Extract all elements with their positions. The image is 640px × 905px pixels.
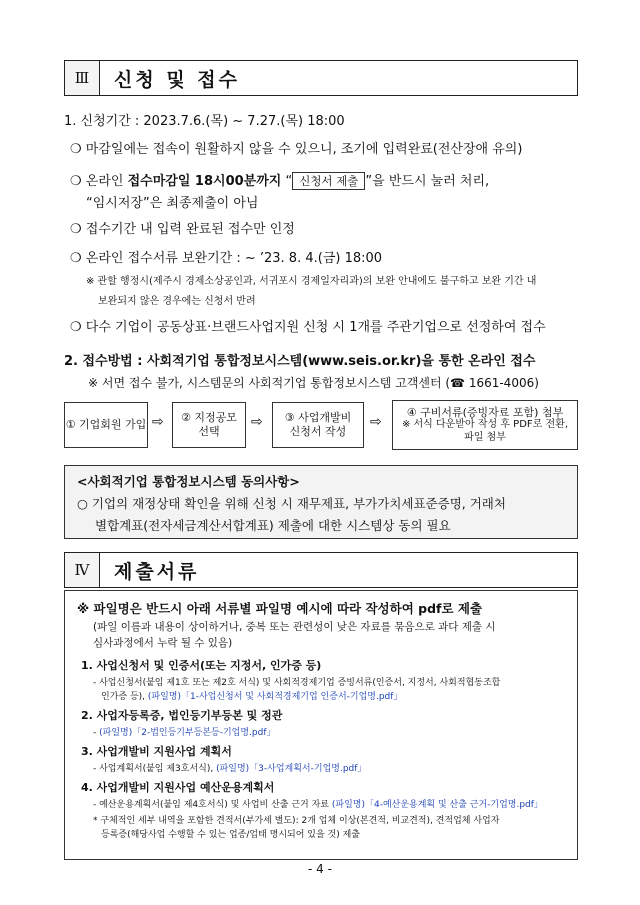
doc-item-4-title: 4. 사업개발비 지원사업 예산운용계획서 [81,781,275,794]
arrow-icon: ⇨ [370,414,382,430]
flow-step-1: ① 기업회원 가입 [64,402,148,448]
doc-item-4-desc: - 예산운용계획서(붙임 제4호서식) 및 사업비 산출 근거 자료 (파일명)「4-예산운용계획 및 산출 근거-기업명.pdf」 [93,800,543,810]
bullet-1: ❍ 마감일에는 접속이 원활하지 않을 수 있으니, 조기에 입력완료(전산장애 유의) [70,142,523,157]
section-number: Ⅲ [65,61,100,95]
filename-example: (파일명)「2-법인등기부등본등-기업명.pdf」 [99,728,276,738]
docs-intro-2: (파일 이름과 내용이 상이하거나, 중복 또는 관련성이 낮은 자료를 묶음으로 과다 제출 시 [93,621,496,633]
flow-step-4: ④ 구비서류(증빙자료 포함) 첨부 ※ 서식 다운받아 작성 후 PDF로 전환, 파일 첨부 [392,400,578,450]
note-line-1: ※ 관할 행정시(제주시 경제소상공인과, 서귀포시 경제일자리과)의 보완 안내에도 불구하고 보완 기간 내 [86,276,537,287]
documents-box [64,590,578,860]
doc-item-1-desc: - 사업신청서(붙임 제1호 또는 제2호 서식) 및 사회적경제기업 증빙서류(인증서, 지정서, 사회적협동조합 [93,678,501,688]
page-number: - 4 - [308,862,332,876]
doc-item-2-title: 2. 사업자등록증, 법인등기부등본 및 정관 [81,709,283,722]
doc-item-4-note-1: * 구체적인 세부 내역을 포함한 견적서(부가세 별도): 2개 업체 이상(본견적, 비교견적), 견적업체 사업자 [93,816,500,826]
bullet-2-line2: “임시저장”은 최종제출이 아님 [86,196,259,211]
filename-example: (파일명)「3-사업계획서-기업명.pdf」 [216,764,367,774]
doc-item-3-title: 3. 사업개발비 지원사업 계획서 [81,745,232,758]
consent-box [64,465,578,539]
flow-step-3: ③ 사업개발비 신청서 작성 [272,402,364,448]
application-period: 1. 신청기간 : 2023.7.6.(목) ~ 7.27.(목) 18:00 [64,114,345,129]
docs-intro-1: ※ 파일명은 반드시 아래 서류별 파일명 예시에 따라 작성하여 pdf로 제출 [77,601,483,616]
method-line: 2. 접수방법 : 사회적기업 통합정보시스템(www.seis.or.kr)을 통한 온라인 접수 [64,354,536,369]
docs-intro-3: 심사과정에서 누락 될 수 있음) [93,637,233,649]
arrow-icon: ⇨ [152,414,164,430]
consent-title: <사회적기업 통합정보시스템 동의사항> [77,474,300,489]
section-title: 제출서류 [114,560,200,583]
arrow-icon: ⇨ [251,414,263,430]
doc-item-3-desc: - 사업계획서(붙임 제3호서식), (파일명)「3-사업계획서-기업명.pdf」 [93,764,367,774]
bullet-5: ❍ 다수 기업이 공동상표·브랜드사업지원 신청 시 1개를 주관기업으로 선정하여 접수 [70,320,546,335]
section-number: Ⅳ [65,553,100,587]
bullet-3: ❍ 접수기간 내 입력 완료된 접수만 인정 [70,222,295,237]
bullet-2: ❍ 온라인 접수마감일 18시00분까지 “ 신청서 제출 ”을 반드시 눌러 처리, [70,174,490,189]
section-header-4 [64,552,578,588]
section-title: 신청 및 접수 [114,68,240,91]
consent-line-1: ○ 기업의 재정상태 확인을 위해 신청 시 재무제표, 부가가치세표준증명, 거래처 [77,496,506,511]
doc-item-4-note-2: 등록증(해당사업 수행할 수 있는 업종/업태 명시되어 있을 것) 제출 [101,830,360,840]
note-line-2: 보완되지 않은 경우에는 신청서 반려 [98,296,256,307]
bullet-4: ❍ 온라인 접수서류 보완기간 : ~ ’23. 8. 4.(금) 18:00 [70,251,383,266]
method-note: ※ 서면 접수 불가, 시스템문의 사회적기업 통합정보시스템 고객센터 (☎ 1661-4006) [88,376,539,390]
flow-step-2: ② 지정공모 선택 [172,402,246,448]
section-header-3 [64,60,578,96]
consent-line-2: 별합계표(전자세금계산서합계표) 제출에 대한 시스템상 동의 필요 [95,518,451,533]
filename-example: (파일명)「4-예산운용계획 및 산출 근거-기업명.pdf」 [331,800,543,810]
doc-item-2-desc: - (파일명)「2-법인등기부등본등-기업명.pdf」 [93,728,276,738]
submit-button-label: 신청서 제출 [292,172,365,190]
filename-example: (파일명)「1-사업신청서 및 사회적경제기업 인증서-기업명.pdf」 [147,692,403,702]
doc-item-1-title: 1. 사업신청서 및 인증서(또는 지정서, 인가증 등) [81,659,322,672]
doc-item-1-desc2: 인가증 등), (파일명)「1-사업신청서 및 사회적경제기업 인증서-기업명.pdf」 [101,692,403,702]
